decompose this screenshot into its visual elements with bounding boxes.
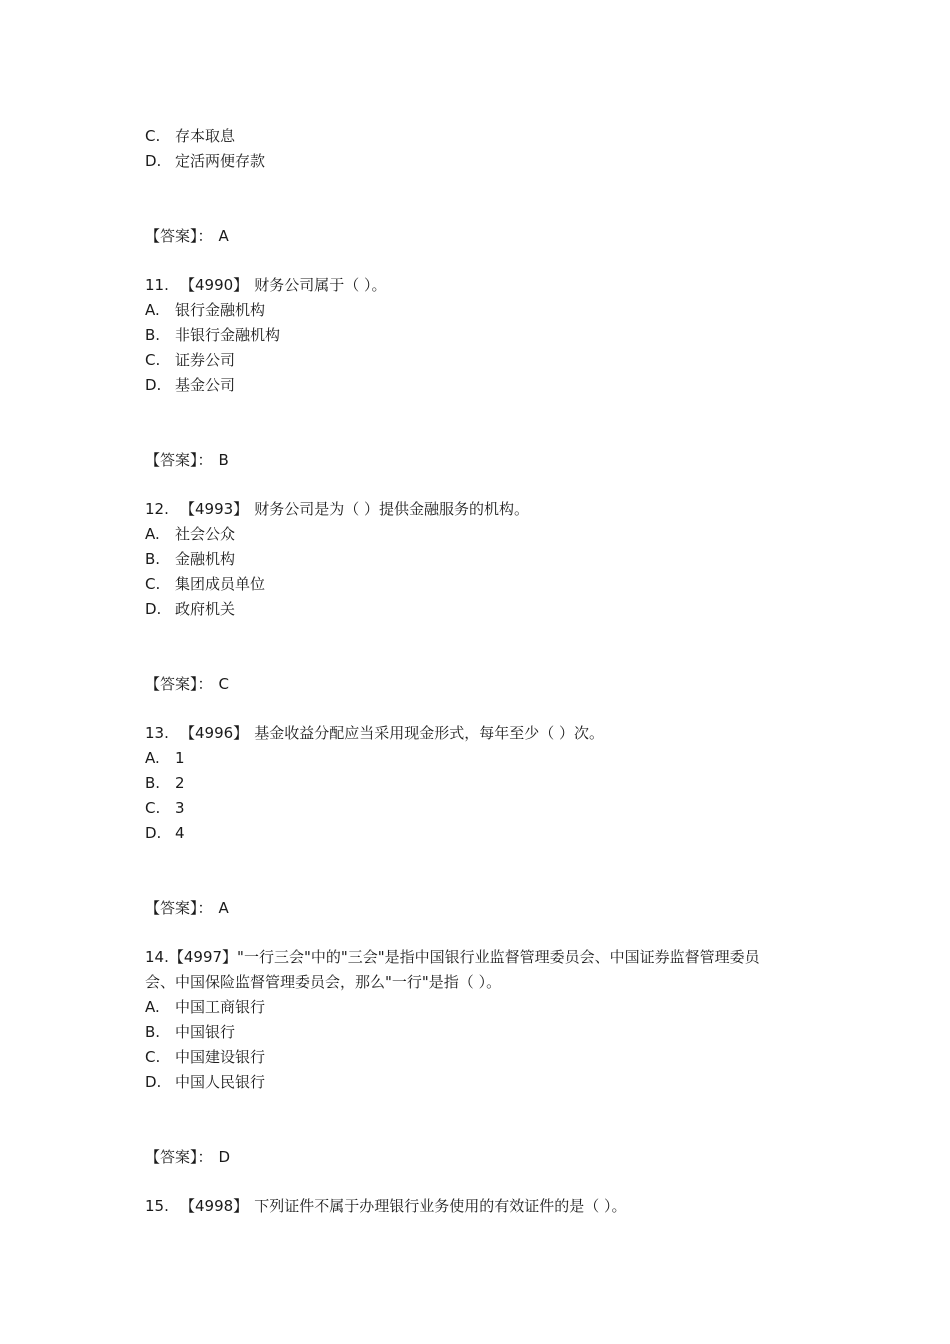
option-line — [145, 996, 265, 1018]
option-text: 2 — [175, 774, 185, 792]
option-letter: B. — [145, 326, 161, 344]
question-number: 14. — [145, 948, 169, 966]
answer-label: 【答案】： — [145, 899, 213, 917]
option-letter: A. — [145, 998, 160, 1016]
option-line — [145, 747, 185, 769]
option-text: 中国人民银行 — [175, 1073, 266, 1091]
option-letter: A. — [145, 525, 160, 543]
option-text: 政府机关 — [175, 600, 236, 618]
option-text: 非银行金融机构 — [175, 326, 281, 344]
option-line — [145, 523, 235, 545]
answer-value: D — [218, 1148, 231, 1166]
question-line — [145, 1195, 626, 1217]
option-line — [145, 299, 265, 321]
question-text: 会、中国保险监督管理委员会，那么"一行"是指（ ）。 — [145, 973, 502, 991]
answer-label: 【答案】： — [145, 451, 213, 469]
option-line — [145, 125, 235, 147]
option-letter: B. — [145, 550, 161, 568]
answer-label: 【答案】： — [145, 227, 213, 245]
option-line — [145, 349, 235, 371]
option-line — [145, 598, 235, 620]
question-code: 【4997】 — [168, 948, 238, 966]
option-line — [145, 150, 265, 172]
option-text: 中国建设银行 — [175, 1048, 266, 1066]
option-letter: D. — [145, 376, 162, 394]
option-text: 集团成员单位 — [175, 575, 266, 593]
option-letter: B. — [145, 1023, 161, 1041]
answer-value: A — [218, 899, 229, 917]
option-line — [145, 548, 235, 570]
option-text: 社会公众 — [175, 525, 236, 543]
answer-line — [145, 1146, 230, 1168]
question-text: "一行三会"中的"三会"是指中国银行业监督管理委员会、中国证券监督管理委员 — [237, 948, 760, 966]
option-letter: D. — [145, 600, 162, 618]
question-code: 【4998】 — [180, 1197, 249, 1215]
answer-line — [145, 673, 229, 695]
question-number: 11. — [145, 276, 169, 294]
question-line — [145, 274, 386, 296]
question-code: 【4993】 — [180, 500, 249, 518]
question-code: 【4996】 — [180, 724, 249, 742]
question-number: 13. — [145, 724, 169, 742]
answer-value: B — [218, 451, 229, 469]
option-text: 4 — [175, 824, 185, 842]
option-text: 定活两便存款 — [175, 152, 266, 170]
answer-line — [145, 897, 229, 919]
option-text: 基金公司 — [175, 376, 236, 394]
answer-value: A — [218, 227, 229, 245]
question-code: 【4990】 — [180, 276, 249, 294]
option-text: 1 — [175, 749, 185, 767]
option-text: 3 — [175, 799, 185, 817]
option-letter: B. — [145, 774, 161, 792]
option-line — [145, 1021, 235, 1043]
option-letter: D. — [145, 824, 162, 842]
question-text: 下列证件不属于办理银行业务使用的有效证件的是（ ）。 — [254, 1197, 627, 1215]
option-line — [145, 797, 185, 819]
question-line — [145, 498, 529, 520]
answer-value: C — [218, 675, 229, 693]
question-number: 12. — [145, 500, 169, 518]
option-line — [145, 1046, 265, 1068]
question-number: 15. — [145, 1197, 169, 1215]
option-line — [145, 573, 265, 595]
answer-line — [145, 449, 229, 471]
option-line — [145, 822, 185, 844]
option-letter: C. — [145, 127, 161, 145]
question-text: 基金收益分配应当采用现金形式，每年至少（ ）次。 — [254, 724, 604, 742]
option-letter: C. — [145, 1048, 161, 1066]
option-letter: D. — [145, 152, 162, 170]
option-letter: A. — [145, 749, 160, 767]
option-line — [145, 374, 235, 396]
option-line — [145, 324, 280, 346]
option-text: 中国银行 — [175, 1023, 236, 1041]
option-text: 证券公司 — [175, 351, 236, 369]
option-letter: A. — [145, 301, 160, 319]
option-letter: C. — [145, 575, 161, 593]
option-text: 金融机构 — [175, 550, 236, 568]
option-letter: C. — [145, 799, 161, 817]
answer-line — [145, 225, 229, 247]
question-text: 财务公司属于（ ）。 — [254, 276, 387, 294]
option-line — [145, 1071, 265, 1093]
question-line — [145, 946, 760, 968]
option-letter: C. — [145, 351, 161, 369]
question-line-continued — [145, 971, 501, 993]
answer-label: 【答案】： — [145, 1148, 213, 1166]
option-letter: D. — [145, 1073, 162, 1091]
question-text: 财务公司是为（ ）提供金融服务的机构。 — [254, 500, 529, 518]
option-text: 存本取息 — [175, 127, 236, 145]
answer-label: 【答案】： — [145, 675, 213, 693]
option-text: 银行金融机构 — [175, 301, 266, 319]
question-line — [145, 722, 604, 744]
option-line — [145, 772, 185, 794]
option-text: 中国工商银行 — [175, 998, 266, 1016]
